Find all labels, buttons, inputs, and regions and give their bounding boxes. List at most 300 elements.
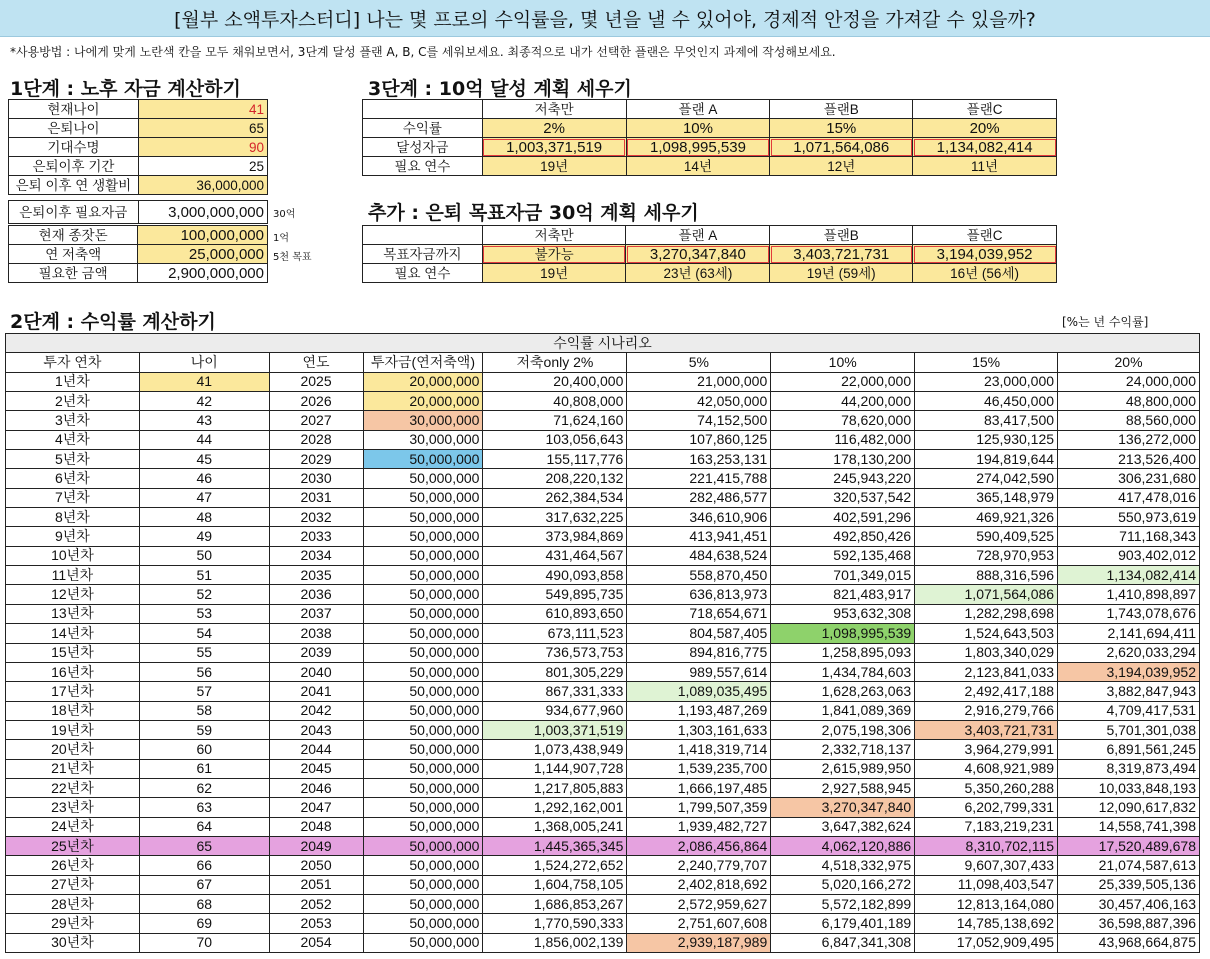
step1-savings-table — [8, 225, 268, 283]
extra-target-label: 목표자금까지 — [363, 245, 483, 264]
cell-15pct: 6,202,799,331 — [915, 798, 1058, 817]
cell-10pct: 3,647,382,624 — [771, 817, 915, 836]
cell-20pct: 136,272,000 — [1058, 430, 1200, 449]
cell-20pct: 2,141,694,411 — [1058, 624, 1200, 643]
cell-2pct: 934,677,960 — [483, 701, 627, 720]
row-required-amount — [9, 264, 268, 283]
step3-years-row — [363, 157, 1057, 176]
cell-age: 47 — [139, 488, 269, 507]
cell-20pct: 10,033,848,193 — [1058, 778, 1200, 797]
extra-target-plan-a[interactable]: 3,270,347,840 — [626, 245, 770, 264]
cell-year: 2037 — [269, 604, 363, 623]
cell-invest[interactable]: 50,000,000 — [363, 817, 483, 836]
cell-15pct: 11,098,403,547 — [915, 875, 1058, 894]
cell-year: 2044 — [269, 740, 363, 759]
step3-years-plan-c[interactable]: 11년 — [913, 157, 1057, 176]
cell-5pct: 2,086,456,864 — [627, 836, 771, 855]
instruction-text: *사용방법 : 나에게 맞게 노란색 칸을 모두 채워보면서, 3단계 달성 플랜 A, B, C를 세워보세요. 최종적으로 내가 선택한 플랜은 무엇인지 과제에 작성해보세요. — [10, 45, 836, 59]
cell-2pct: 317,632,225 — [483, 508, 627, 527]
cell-year-num: 21년차 — [6, 759, 140, 778]
cell-2pct: 549,895,735 — [483, 585, 627, 604]
cell-invest[interactable]: 50,000,000 — [363, 585, 483, 604]
row-life-expectancy — [9, 138, 268, 157]
col-header-year: 연도 — [269, 353, 363, 372]
cell-5pct: 1,193,487,269 — [627, 701, 771, 720]
cell-10pct: 116,482,000 — [771, 430, 915, 449]
extra-target-plan-b[interactable]: 3,403,721,731 — [770, 245, 913, 264]
cell-year: 2036 — [269, 585, 363, 604]
cell-2pct: 1,292,162,001 — [483, 798, 627, 817]
step2-note: [%는 년 수익률] — [1062, 315, 1149, 329]
table-row — [6, 469, 1200, 488]
cell-5pct: 21,000,000 — [627, 372, 771, 391]
cell-year: 2039 — [269, 643, 363, 662]
cell-year-num: 11년차 — [6, 566, 140, 585]
cell-year-num: 14년차 — [6, 624, 140, 643]
cell-invest[interactable]: 30,000,000 — [363, 430, 483, 449]
return-table — [5, 333, 1200, 953]
step3-fund-savings[interactable]: 1,003,371,519 — [482, 138, 626, 157]
cell-5pct: 1,089,035,495 — [627, 682, 771, 701]
cell-2pct: 1,604,758,105 — [483, 875, 627, 894]
cell-invest[interactable]: 50,000,000 — [363, 740, 483, 759]
cell-invest[interactable]: 50,000,000 — [363, 450, 483, 469]
cell-10pct: 3,270,347,840 — [771, 798, 915, 817]
cell-5pct: 346,610,906 — [627, 508, 771, 527]
table-row — [6, 875, 1200, 894]
cell-age: 62 — [139, 778, 269, 797]
cell-year-num: 28년차 — [6, 894, 140, 913]
cell-20pct: 17,520,489,678 — [1058, 836, 1200, 855]
cell-2pct: 373,984,869 — [483, 527, 627, 546]
cell-2pct: 1,856,002,139 — [483, 933, 627, 952]
cell-2pct: 431,464,567 — [483, 546, 627, 565]
row-annual-saving — [9, 245, 268, 264]
cell-invest[interactable]: 50,000,000 — [363, 875, 483, 894]
cell-20pct: 6,891,561,245 — [1058, 740, 1200, 759]
cell-invest[interactable]: 50,000,000 — [363, 527, 483, 546]
cell-2pct: 673,111,523 — [483, 624, 627, 643]
cell-age: 42 — [139, 392, 269, 411]
cell-year: 2052 — [269, 894, 363, 913]
cell-age: 54 — [139, 624, 269, 643]
step3-return-plan-c[interactable]: 20% — [913, 119, 1057, 138]
cell-year-num: 1년차 — [6, 372, 140, 391]
cell-2pct: 20,400,000 — [483, 372, 627, 391]
annual-saving-label: 연 저축액 — [9, 245, 138, 264]
cell-2pct: 801,305,229 — [483, 662, 627, 681]
col-header-2pct: 저축only 2% — [483, 353, 627, 372]
cell-year: 2027 — [269, 411, 363, 430]
row-seed-money — [9, 226, 268, 245]
cell-invest[interactable]: 50,000,000 — [363, 488, 483, 507]
cell-invest[interactable]: 30,000,000 — [363, 411, 483, 430]
col-header-15pct: 15% — [915, 353, 1058, 372]
cell-15pct: 23,000,000 — [915, 372, 1058, 391]
table-row — [6, 392, 1200, 411]
cell-year-num: 9년차 — [6, 527, 140, 546]
cell-5pct: 636,813,973 — [627, 585, 771, 604]
cell-15pct: 1,524,643,503 — [915, 624, 1058, 643]
cell-year-num: 23년차 — [6, 798, 140, 817]
extra-years-savings[interactable]: 19년 — [482, 264, 626, 283]
table-row — [6, 643, 1200, 662]
annual-saving-input[interactable]: 25,000,000 — [138, 245, 268, 264]
cell-year: 2046 — [269, 778, 363, 797]
step1-need-table — [8, 200, 268, 224]
cell-10pct: 592,135,468 — [771, 546, 915, 565]
cell-20pct: 12,090,617,832 — [1058, 798, 1200, 817]
cell-year: 2025 — [269, 372, 363, 391]
cell-invest[interactable]: 50,000,000 — [363, 624, 483, 643]
cell-5pct: 2,572,959,627 — [627, 894, 771, 913]
seed-money-note: 1억 — [273, 233, 290, 244]
cell-15pct: 8,310,702,115 — [915, 836, 1058, 855]
cell-age: 68 — [139, 894, 269, 913]
cell-10pct: 320,537,542 — [771, 488, 915, 507]
retire-period-value: 25 — [138, 157, 267, 176]
cell-10pct: 953,632,308 — [771, 604, 915, 623]
cell-age: 56 — [139, 662, 269, 681]
cell-invest[interactable]: 50,000,000 — [363, 566, 483, 585]
cell-age: 63 — [139, 798, 269, 817]
cell-year-num: 29년차 — [6, 914, 140, 933]
step3-header-savings: 저축만 — [482, 100, 626, 119]
table-row — [6, 624, 1200, 643]
extra-table — [362, 225, 1057, 283]
cell-year-num: 30년차 — [6, 933, 140, 952]
cell-20pct: 2,620,033,294 — [1058, 643, 1200, 662]
extra-years-plan-a[interactable]: 23년 (63세) — [626, 264, 770, 283]
cell-15pct: 590,409,525 — [915, 527, 1058, 546]
cell-15pct: 3,403,721,731 — [915, 720, 1058, 739]
cell-10pct: 402,591,296 — [771, 508, 915, 527]
cell-year-num: 8년차 — [6, 508, 140, 527]
cell-10pct: 245,943,220 — [771, 469, 915, 488]
cell-10pct: 4,518,332,975 — [771, 856, 915, 875]
table-row — [6, 566, 1200, 585]
table-row — [6, 450, 1200, 469]
cell-invest[interactable]: 50,000,000 — [363, 701, 483, 720]
step3-header-blank — [363, 100, 483, 119]
cell-year: 2045 — [269, 759, 363, 778]
cell-10pct: 2,615,989,950 — [771, 759, 915, 778]
cell-2pct: 490,093,858 — [483, 566, 627, 585]
cell-age: 45 — [139, 450, 269, 469]
step1-title: 1단계 : 노후 자금 계산하기 — [10, 78, 241, 100]
cell-20pct: 1,134,082,414 — [1058, 566, 1200, 585]
cell-year-num: 6년차 — [6, 469, 140, 488]
cell-year-num: 18년차 — [6, 701, 140, 720]
cell-10pct: 4,062,120,886 — [771, 836, 915, 855]
col-header-5pct: 5% — [627, 353, 771, 372]
life-expectancy-input[interactable]: 90 — [138, 138, 267, 157]
step3-fund-row — [363, 138, 1057, 157]
cell-year-num: 4년차 — [6, 430, 140, 449]
cell-year: 2049 — [269, 836, 363, 855]
cell-5pct: 1,539,235,700 — [627, 759, 771, 778]
table-row — [6, 836, 1200, 855]
cell-15pct: 728,970,953 — [915, 546, 1058, 565]
cell-year: 2048 — [269, 817, 363, 836]
cell-5pct: 804,587,405 — [627, 624, 771, 643]
cell-10pct: 1,434,784,603 — [771, 662, 915, 681]
table-row — [6, 430, 1200, 449]
cell-2pct: 867,331,333 — [483, 682, 627, 701]
cell-10pct: 821,483,917 — [771, 585, 915, 604]
extra-years-label: 필요 연수 — [363, 264, 483, 283]
cell-20pct: 4,709,417,531 — [1058, 701, 1200, 720]
cell-year-num: 16년차 — [6, 662, 140, 681]
cell-2pct: 103,056,643 — [483, 430, 627, 449]
needed-fund-note: 30억 — [273, 209, 296, 220]
cell-20pct: 36,598,887,396 — [1058, 914, 1200, 933]
current-age-input[interactable]: 41 — [138, 100, 267, 119]
step3-header-plan-a: 플랜 A — [626, 100, 770, 119]
extra-header-plan-a: 플랜 A — [626, 226, 770, 245]
cell-year: 2038 — [269, 624, 363, 643]
cell-age[interactable]: 41 — [139, 372, 269, 391]
cell-2pct: 610,893,650 — [483, 604, 627, 623]
cell-10pct: 178,130,200 — [771, 450, 915, 469]
step3-return-row — [363, 119, 1057, 138]
cell-year: 2041 — [269, 682, 363, 701]
cell-20pct: 21,074,587,613 — [1058, 856, 1200, 875]
step3-fund-plan-a[interactable]: 1,098,995,539 — [626, 138, 770, 157]
scenario-header: 수익률 시나리오 — [6, 334, 1200, 353]
row-living-cost — [9, 176, 268, 195]
cell-year: 2029 — [269, 450, 363, 469]
step3-return-savings[interactable]: 2% — [482, 119, 626, 138]
cell-15pct: 14,785,138,692 — [915, 914, 1058, 933]
cell-invest[interactable]: 50,000,000 — [363, 469, 483, 488]
cell-year: 2026 — [269, 392, 363, 411]
cell-invest[interactable]: 50,000,000 — [363, 720, 483, 739]
step3-header-row — [363, 100, 1057, 119]
cell-year-num: 19년차 — [6, 720, 140, 739]
step3-return-plan-b[interactable]: 15% — [770, 119, 913, 138]
cell-5pct: 221,415,788 — [627, 469, 771, 488]
cell-10pct: 2,332,718,137 — [771, 740, 915, 759]
cell-age: 46 — [139, 469, 269, 488]
col-header-year-num: 투자 연차 — [6, 353, 140, 372]
cell-invest[interactable]: 50,000,000 — [363, 894, 483, 913]
cell-invest[interactable]: 50,000,000 — [363, 546, 483, 565]
cell-15pct: 12,813,164,080 — [915, 894, 1058, 913]
cell-invest[interactable]: 50,000,000 — [363, 682, 483, 701]
cell-15pct: 3,964,279,991 — [915, 740, 1058, 759]
cell-10pct: 1,258,895,093 — [771, 643, 915, 662]
row-retire-period — [9, 157, 268, 176]
step3-return-label: 수익률 — [363, 119, 483, 138]
cell-20pct: 43,968,664,875 — [1058, 933, 1200, 952]
cell-5pct: 2,402,818,692 — [627, 875, 771, 894]
cell-2pct: 1,003,371,519 — [483, 720, 627, 739]
row-retire-age — [9, 119, 268, 138]
cell-age: 50 — [139, 546, 269, 565]
banner-title — [0, 0, 1210, 37]
cell-20pct: 306,231,680 — [1058, 469, 1200, 488]
cell-year-num: 10년차 — [6, 546, 140, 565]
step3-years-plan-b[interactable]: 12년 — [770, 157, 913, 176]
table-row — [6, 682, 1200, 701]
cell-20pct: 48,800,000 — [1058, 392, 1200, 411]
cell-5pct: 718,654,671 — [627, 604, 771, 623]
step3-years-plan-a[interactable]: 14년 — [626, 157, 770, 176]
cell-invest[interactable]: 50,000,000 — [363, 933, 483, 952]
cell-10pct: 5,020,166,272 — [771, 875, 915, 894]
cell-invest[interactable]: 20,000,000 — [363, 392, 483, 411]
cell-5pct: 42,050,000 — [627, 392, 771, 411]
cell-2pct: 1,524,272,652 — [483, 856, 627, 875]
cell-age: 59 — [139, 720, 269, 739]
cell-5pct: 894,816,775 — [627, 643, 771, 662]
cell-15pct: 2,916,279,766 — [915, 701, 1058, 720]
cell-age: 53 — [139, 604, 269, 623]
extra-header-savings: 저축만 — [482, 226, 626, 245]
cell-15pct: 2,492,417,188 — [915, 682, 1058, 701]
table-row — [6, 604, 1200, 623]
cell-invest[interactable]: 50,000,000 — [363, 778, 483, 797]
cell-15pct: 83,417,500 — [915, 411, 1058, 430]
cell-10pct: 2,075,198,306 — [771, 720, 915, 739]
living-cost-label: 은퇴 이후 연 생활비 — [9, 176, 139, 195]
cell-invest[interactable]: 20,000,000 — [363, 372, 483, 391]
table-row — [6, 372, 1200, 391]
row-needed-fund — [9, 201, 268, 224]
cell-year-num: 24년차 — [6, 817, 140, 836]
cell-year: 2032 — [269, 508, 363, 527]
extra-target-savings[interactable]: 불가능 — [482, 245, 626, 264]
seed-money-label: 현재 종잣돈 — [9, 226, 138, 245]
cell-invest[interactable]: 50,000,000 — [363, 508, 483, 527]
cell-invest[interactable]: 50,000,000 — [363, 643, 483, 662]
cell-15pct: 274,042,590 — [915, 469, 1058, 488]
cell-invest[interactable]: 50,000,000 — [363, 914, 483, 933]
cell-2pct: 155,117,776 — [483, 450, 627, 469]
cell-20pct: 417,478,016 — [1058, 488, 1200, 507]
cell-5pct: 1,418,319,714 — [627, 740, 771, 759]
cell-20pct: 14,558,741,398 — [1058, 817, 1200, 836]
step3-fund-plan-c[interactable]: 1,134,082,414 — [913, 138, 1057, 157]
cell-year-num: 27년차 — [6, 875, 140, 894]
cell-year-num: 2년차 — [6, 392, 140, 411]
cell-5pct: 413,941,451 — [627, 527, 771, 546]
cell-2pct: 1,217,805,883 — [483, 778, 627, 797]
cell-year-num: 5년차 — [6, 450, 140, 469]
cell-20pct: 88,560,000 — [1058, 411, 1200, 430]
cell-5pct: 74,152,500 — [627, 411, 771, 430]
scenario-header-row — [6, 334, 1200, 353]
cell-age: 44 — [139, 430, 269, 449]
step3-return-plan-a[interactable]: 10% — [626, 119, 770, 138]
cell-invest[interactable]: 50,000,000 — [363, 759, 483, 778]
cell-age: 60 — [139, 740, 269, 759]
step3-fund-plan-b[interactable]: 1,071,564,086 — [770, 138, 913, 157]
retire-age-input[interactable]: 65 — [138, 119, 267, 138]
extra-years-plan-c[interactable]: 16년 (56세) — [913, 264, 1057, 283]
cell-year: 2040 — [269, 662, 363, 681]
cell-5pct: 2,751,607,608 — [627, 914, 771, 933]
cell-20pct: 1,410,898,897 — [1058, 585, 1200, 604]
cell-15pct: 1,803,340,029 — [915, 643, 1058, 662]
cell-10pct: 6,179,401,189 — [771, 914, 915, 933]
table-row — [6, 508, 1200, 527]
cell-age: 58 — [139, 701, 269, 720]
cell-age: 52 — [139, 585, 269, 604]
table-row — [6, 411, 1200, 430]
extra-title: 추가 : 은퇴 목표자금 30억 계획 세우기 — [368, 202, 699, 224]
step3-fund-label: 달성자금 — [363, 138, 483, 157]
cell-5pct: 1,799,507,359 — [627, 798, 771, 817]
extra-target-plan-c[interactable]: 3,194,039,952 — [913, 245, 1057, 264]
banner-title-text: [월부 소액투자스터디] 나는 몇 프로의 수익률을, 몇 년을 낼 수 있어야, 경제적 안정을 가져갈 수 있을까? — [174, 8, 1036, 31]
extra-years-plan-b[interactable]: 19년 (59세) — [770, 264, 913, 283]
cell-age: 69 — [139, 914, 269, 933]
cell-invest[interactable]: 50,000,000 — [363, 798, 483, 817]
cell-age: 55 — [139, 643, 269, 662]
cell-15pct: 1,071,564,086 — [915, 585, 1058, 604]
cell-10pct: 1,628,263,063 — [771, 682, 915, 701]
cell-15pct: 469,921,326 — [915, 508, 1058, 527]
cell-year: 2050 — [269, 856, 363, 875]
table-row — [6, 546, 1200, 565]
cell-invest[interactable]: 50,000,000 — [363, 604, 483, 623]
cell-year: 2043 — [269, 720, 363, 739]
seed-money-input[interactable]: 100,000,000 — [138, 226, 268, 245]
cell-year: 2035 — [269, 566, 363, 585]
cell-invest[interactable]: 50,000,000 — [363, 856, 483, 875]
table-row — [6, 856, 1200, 875]
cell-invest[interactable]: 50,000,000 — [363, 662, 483, 681]
cell-5pct: 1,939,482,727 — [627, 817, 771, 836]
cell-20pct: 711,168,343 — [1058, 527, 1200, 546]
cell-20pct: 550,973,619 — [1058, 508, 1200, 527]
cell-year-num: 12년차 — [6, 585, 140, 604]
cell-2pct: 1,144,907,728 — [483, 759, 627, 778]
cell-age: 49 — [139, 527, 269, 546]
step3-years-label: 필요 연수 — [363, 157, 483, 176]
table-row — [6, 817, 1200, 836]
cell-20pct: 24,000,000 — [1058, 372, 1200, 391]
table-row — [6, 914, 1200, 933]
cell-20pct: 30,457,406,163 — [1058, 894, 1200, 913]
extra-target-row — [363, 245, 1057, 264]
step3-title: 3단계 : 10억 달성 계획 세우기 — [368, 78, 632, 100]
step3-table — [362, 99, 1057, 176]
table-row — [6, 759, 1200, 778]
column-header-row — [6, 353, 1200, 372]
cell-15pct: 17,052,909,495 — [915, 933, 1058, 952]
table-row — [6, 798, 1200, 817]
extra-years-row — [363, 264, 1057, 283]
cell-5pct: 989,557,614 — [627, 662, 771, 681]
return-table-body — [6, 372, 1200, 952]
cell-invest[interactable]: 50,000,000 — [363, 836, 483, 855]
cell-age: 43 — [139, 411, 269, 430]
step3-years-savings[interactable]: 19년 — [482, 157, 626, 176]
table-row — [6, 720, 1200, 739]
living-cost-input[interactable]: 36,000,000 — [138, 176, 267, 195]
cell-year-num: 22년차 — [6, 778, 140, 797]
cell-year-num: 20년차 — [6, 740, 140, 759]
cell-10pct: 22,000,000 — [771, 372, 915, 391]
cell-15pct: 46,450,000 — [915, 392, 1058, 411]
cell-10pct: 492,850,426 — [771, 527, 915, 546]
cell-20pct: 25,339,505,136 — [1058, 875, 1200, 894]
retire-age-label: 은퇴나이 — [9, 119, 139, 138]
cell-year: 2028 — [269, 430, 363, 449]
